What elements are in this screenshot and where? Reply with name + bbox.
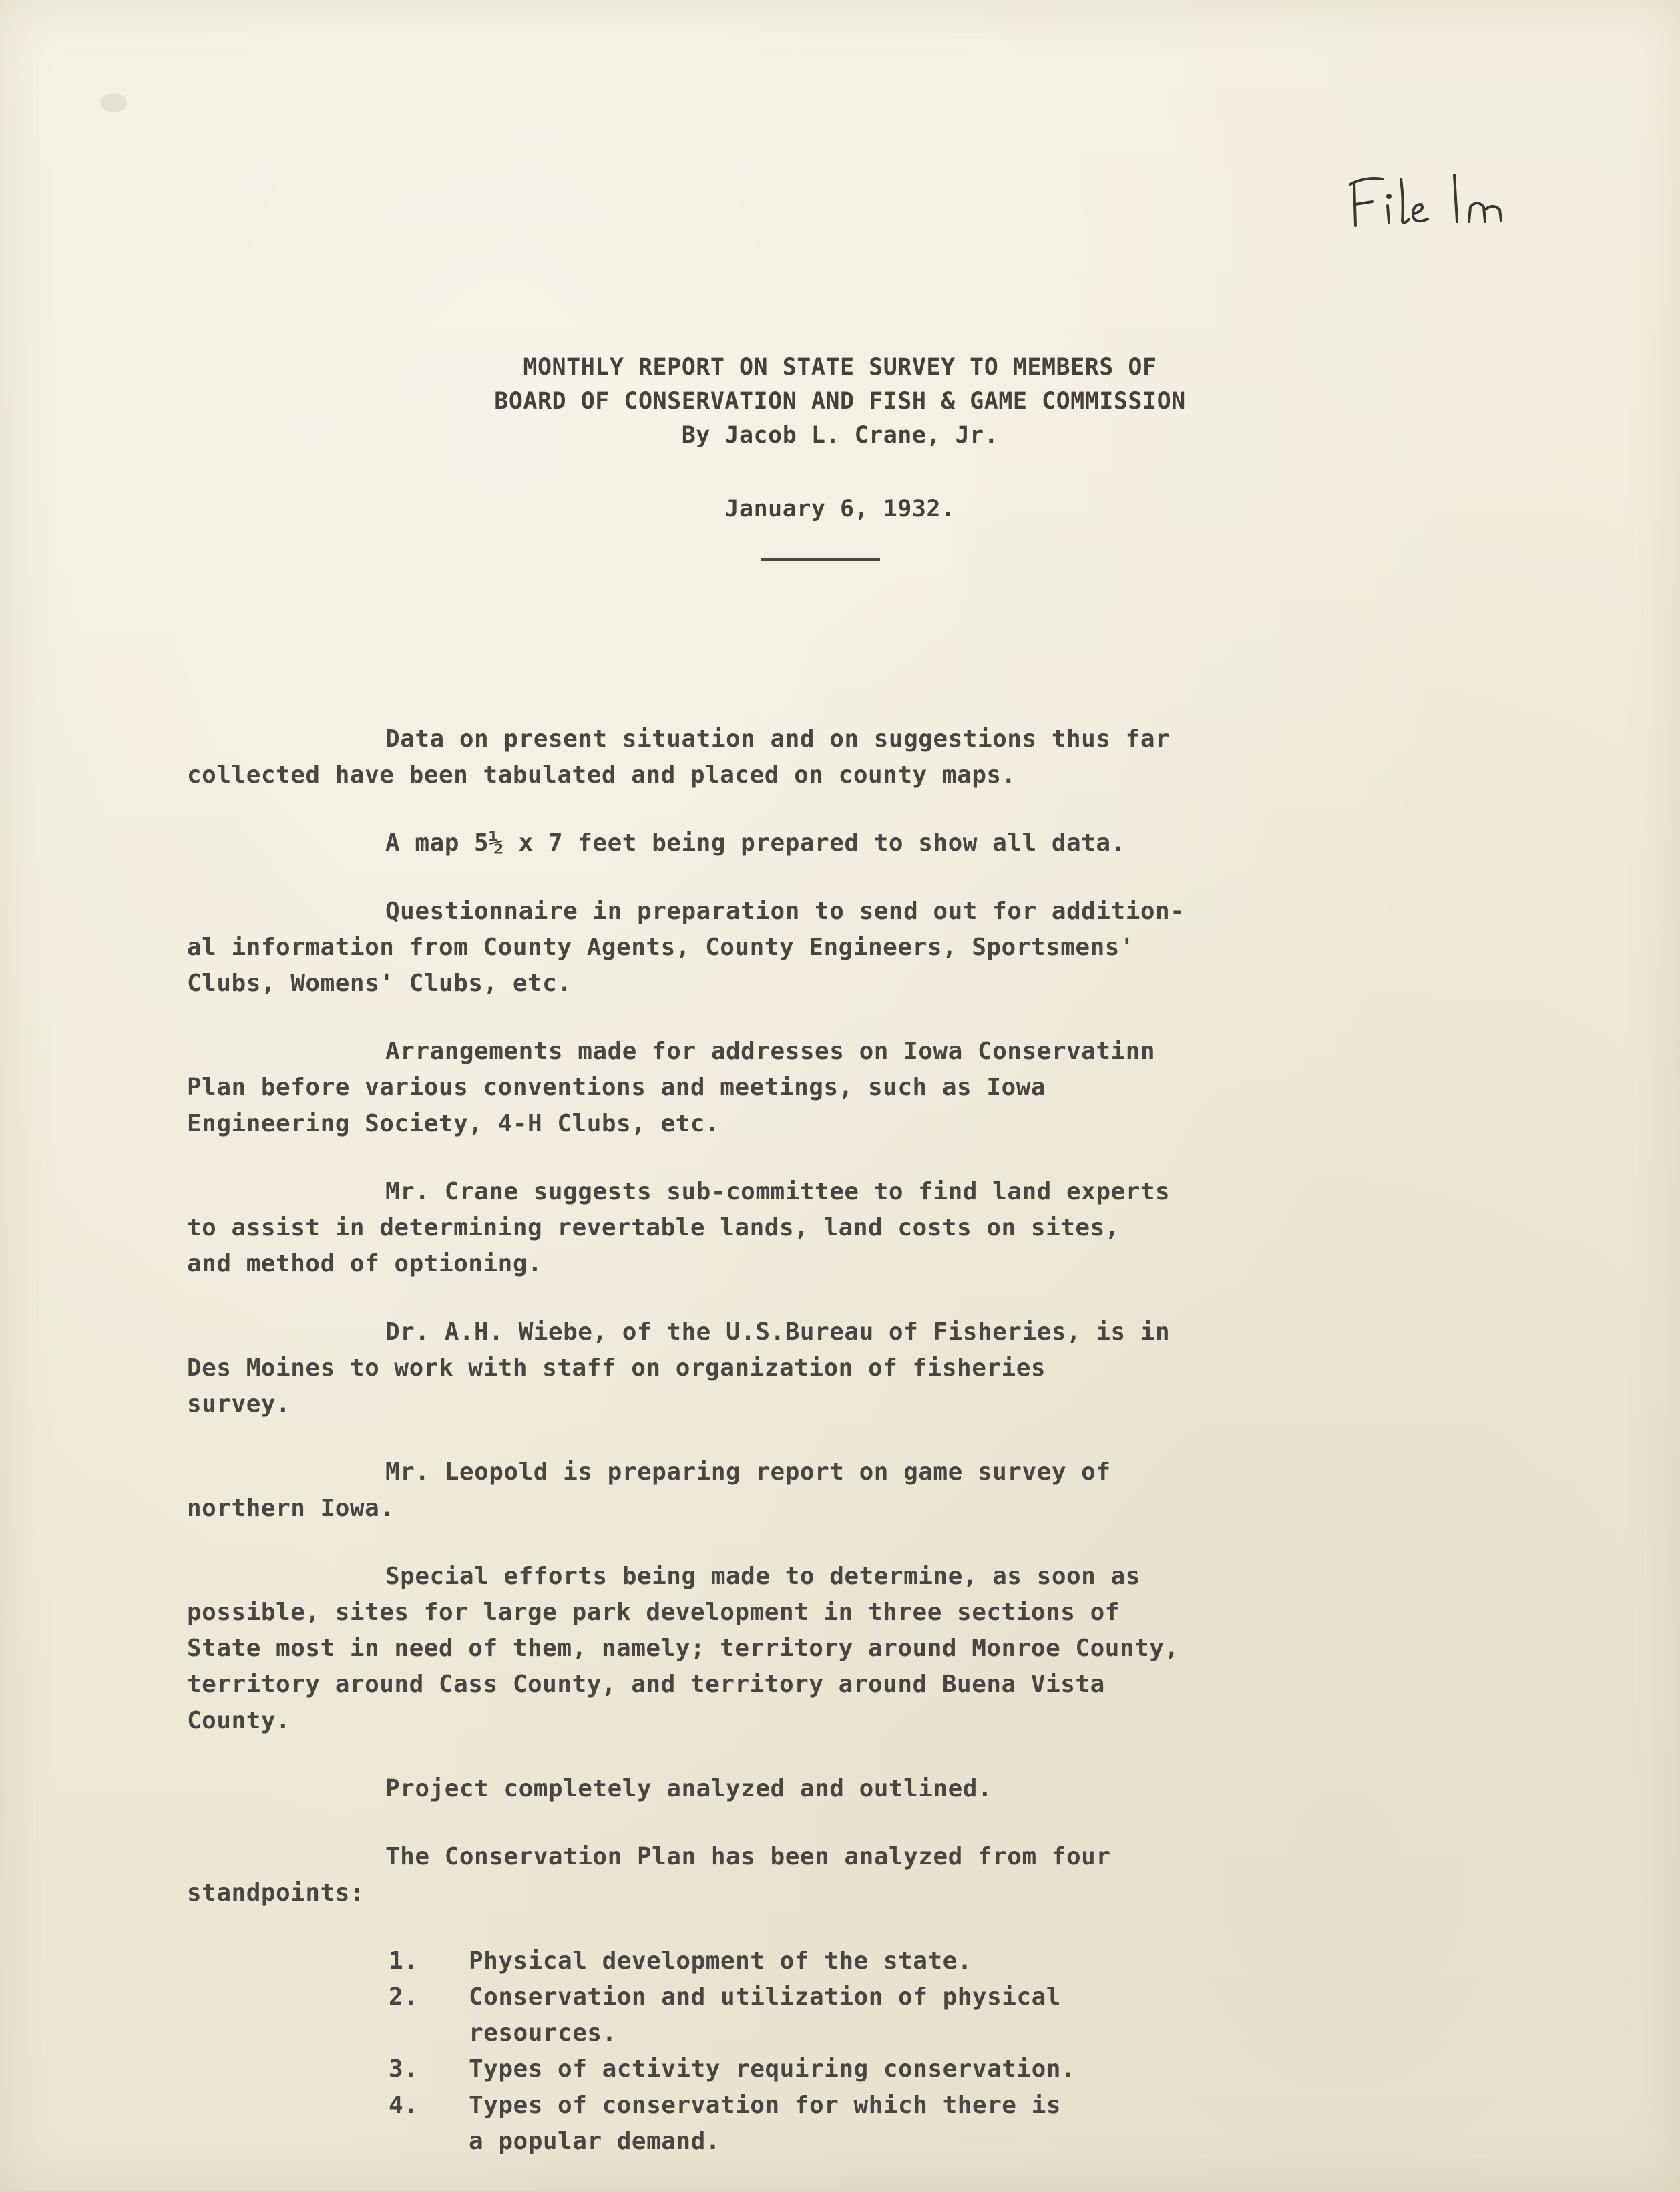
standpoints-list — [389, 1943, 1680, 2160]
text-line: Special efforts being made to determine, as soon as — [385, 1563, 1140, 1590]
text-line: to assist in determining revertable lands, land costs on sites, — [187, 1214, 1120, 1241]
list-number: 1. — [389, 1947, 419, 1975]
paragraph-game-survey — [187, 1454, 1556, 1527]
text-line: Dr. A.H. Wiebe, of the U.S.Bureau of Fisheries, is in — [385, 1318, 1171, 1346]
paragraph-standpoints-intro — [187, 1839, 1556, 1911]
text-line: Des Moines to work with staff on organization of fisheries — [187, 1354, 1046, 1382]
text-line: A map 5½ x 7 feet being prepared to show all data. — [385, 829, 1126, 857]
text-line: northern Iowa. — [187, 1495, 395, 1522]
report-body — [187, 721, 1556, 2160]
list-item — [389, 2051, 1270, 2087]
list-number: 4. — [389, 2092, 419, 2119]
list-number: 3. — [389, 2055, 419, 2083]
list-number: 2. — [389, 1983, 419, 2011]
text-line: Engineering Society, 4-H Clubs, etc. — [187, 1110, 720, 1137]
text-line: Mr. Crane suggests sub-committee to find land experts — [385, 1178, 1171, 1205]
paragraph-project-outlined — [187, 1771, 1556, 1807]
paragraph-park-sites — [187, 1559, 1556, 1739]
text-line: Clubs, Womens' Clubs, etc. — [187, 970, 572, 997]
report-date: January 6, 1932. — [724, 495, 956, 522]
list-item — [389, 1979, 1270, 2051]
text-line: territory around Cass County, and territory around Buena Vista — [187, 1671, 1105, 1698]
report-title-line-2: BOARD OF CONSERVATION AND FISH & GAME COMMISSION — [494, 388, 1186, 415]
text-line: possible, sites for large park development in three sections of — [187, 1599, 1120, 1626]
text-line: standpoints: — [187, 1879, 365, 1907]
list-item — [389, 1943, 1270, 1979]
list-item-text: Physical development of the state. — [469, 1947, 972, 1975]
text-line: State most in need of them, namely; territory around Monroe County, — [187, 1635, 1179, 1662]
text-line: County. — [187, 1707, 291, 1734]
report-header — [0, 351, 1680, 453]
list-item-text: Types of activity requiring conservation. — [469, 2055, 1076, 2083]
report-author: By Jacob L. Crane, Jr. — [681, 422, 999, 449]
paragraph-data-tabulated — [187, 721, 1556, 793]
text-line: Data on present situation and on suggestions thus far — [385, 725, 1171, 753]
text-line: Arrangements made for addresses on Iowa Conservatinn — [385, 1038, 1156, 1065]
paper-stain — [100, 93, 127, 112]
paragraph-sub-committee — [187, 1174, 1556, 1282]
text-line: Mr. Leopold is preparing report on game survey of — [385, 1458, 1111, 1486]
paragraph-arrangements — [187, 1034, 1556, 1142]
text-line: Questionnaire in preparation to send out for addition- — [385, 898, 1185, 925]
list-item — [389, 2087, 1270, 2160]
list-item-text: Conservation and utilization of physical — [469, 1983, 1061, 2011]
text-line: survey. — [187, 1390, 291, 1418]
paragraph-questionnaire — [187, 893, 1556, 1002]
report-title-line-1: MONTHLY REPORT ON STATE SURVEY TO MEMBERS OF — [523, 354, 1157, 381]
text-line: collected have been tabulated and placed on county maps. — [187, 761, 1016, 789]
text-line: Plan before various conventions and meetings, such as Iowa — [187, 1074, 1046, 1101]
header-divider — [761, 558, 880, 561]
list-item-text: Types of conservation for which there is — [469, 2092, 1061, 2119]
handwritten-file-note — [1335, 152, 1536, 239]
paragraph-fisheries — [187, 1314, 1556, 1422]
text-line: al information from County Agents, County Engineers, Sportsmens' — [187, 934, 1135, 961]
text-line: Project completely analyzed and outlined. — [385, 1775, 993, 1802]
list-item-text: resources. — [469, 2019, 617, 2047]
text-line: and method of optioning. — [187, 1250, 543, 1277]
paragraph-map — [187, 825, 1556, 861]
text-line: The Conservation Plan has been analyzed from four — [385, 1843, 1111, 1870]
list-item-text: a popular demand. — [469, 2128, 720, 2155]
